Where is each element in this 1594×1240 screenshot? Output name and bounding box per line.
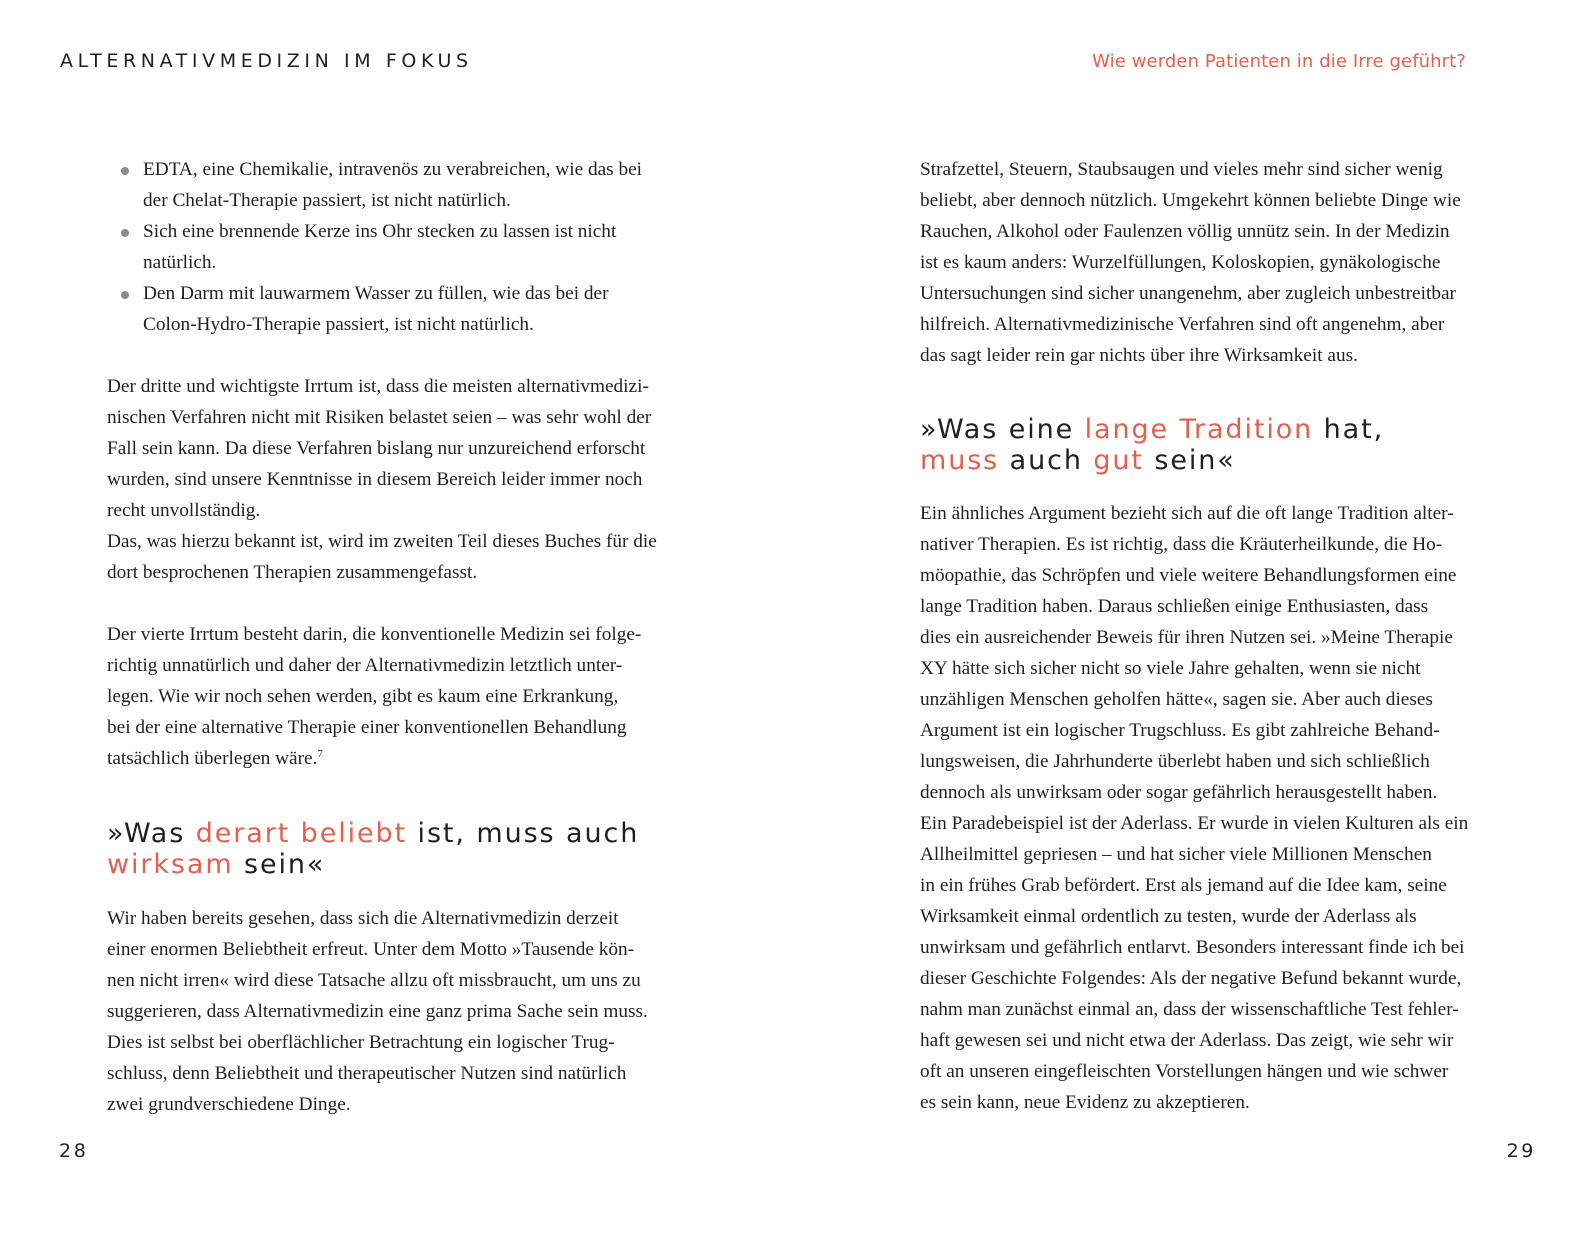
text-line-content: tatsächlich überlegen wäre. xyxy=(107,748,318,769)
section-heading-tradition xyxy=(920,414,1510,476)
page-number-left: 28 xyxy=(59,1140,89,1162)
page-number-right: 29 xyxy=(1506,1140,1536,1162)
right-page-body xyxy=(920,154,1510,1118)
text-line: dieser Geschichte Folgendes: Als der negative Befund bekannt wurde, xyxy=(920,968,1462,989)
text-line: Colon-Hydro-Therapie passiert, ist nicht natürlich. xyxy=(143,314,534,335)
running-head-book-title: ALTERNATIVMEDIZIN IM FOKUS xyxy=(60,50,473,72)
text-line: nativer Therapien. Es ist richtig, dass die Kräuterheilkunde, die Ho- xyxy=(920,534,1443,555)
text-line: natürlich. xyxy=(143,252,217,273)
heading-text: sein« xyxy=(1143,445,1236,476)
text-line: Den Darm mit lauwarmem Wasser zu füllen, wie das bei der xyxy=(143,283,609,304)
text-line: recht unvollständig. xyxy=(107,500,261,521)
list-item xyxy=(143,216,697,278)
text-line: in ein frühes Grab befördert. Erst als jemand auf die Idee kam, seine xyxy=(920,875,1447,896)
text-line: Ein ähnliches Argument bezieht sich auf die oft lange Tradition alter- xyxy=(920,503,1454,524)
text-line: richtig unnatürlich und daher der Alternativmedizin letztlich unter- xyxy=(107,655,623,676)
heading-line xyxy=(107,818,639,849)
text-line: Untersuchungen sind sicher unangenehm, aber zugleich unbestreitbar xyxy=(920,283,1456,304)
text-line: zwei grundverschiedene Dinge. xyxy=(107,1094,351,1115)
text-line xyxy=(107,743,697,774)
text-line: oft an unseren eingefleischten Vorstellungen hängen und wie schwer xyxy=(920,1061,1449,1082)
paragraph-third-error xyxy=(107,371,697,588)
text-line: Rauchen, Alkohol oder Faulenzen völlig unnütz sein. In der Medizin xyxy=(920,221,1450,242)
heading-highlight: derart beliebt xyxy=(195,818,408,849)
text-line: Der vierte Irrtum besteht darin, die konventionelle Medizin sei folge- xyxy=(107,624,642,645)
text-line: nahm man zunächst einmal an, dass der wissenschaftliche Test fehler- xyxy=(920,999,1459,1020)
paragraph-usefulness xyxy=(920,154,1510,371)
paragraph-tradition xyxy=(920,498,1510,1118)
heading-highlight: wirksam xyxy=(107,849,234,880)
text-line: nischen Verfahren nicht mit Risiken belastet seien – was sehr wohl der xyxy=(107,407,652,428)
text-line: wurden, sind unsere Kenntnisse in diesem Bereich leider immer noch xyxy=(107,469,643,490)
list-item xyxy=(143,154,697,216)
text-line: nen nicht irren« wird diese Tatsache allzu oft missbraucht, um uns zu xyxy=(107,970,641,991)
text-line: dort besprochenen Therapien zusammengefasst. xyxy=(107,562,478,583)
text-line: Wirksamkeit einmal ordentlich zu testen, wurde der Aderlass als xyxy=(920,906,1417,927)
text-line: hilfreich. Alternativmedizinische Verfahren sind oft angenehm, aber xyxy=(920,314,1445,335)
text-line: XY hätte sich sicher nicht so viele Jahre gehalten, wenn sie nicht xyxy=(920,658,1421,679)
text-line: das sagt leider rein gar nichts über ihre Wirksamkeit aus. xyxy=(920,345,1358,366)
heading-highlight: muss xyxy=(920,445,1000,476)
heading-text: sein« xyxy=(233,849,326,880)
text-line: Fall sein kann. Da diese Verfahren bislang nur unzureichend erforscht xyxy=(107,438,646,459)
paragraph-fourth-error xyxy=(107,619,697,774)
text-line: unzähligen Menschen geholfen hätte«, sagen sie. Aber auch dieses xyxy=(920,689,1433,710)
text-line: einer enormen Beliebtheit erfreut. Unter dem Motto »Tausende kön- xyxy=(107,939,635,960)
text-line: dennoch als unwirksam oder sogar gefährlich herausgestellt haben. xyxy=(920,782,1438,803)
list-item xyxy=(143,278,697,340)
heading-line xyxy=(107,849,325,880)
heading-line xyxy=(920,414,1384,445)
text-line: Allheilmittel gepriesen – und hat sicher viele Millionen Menschen xyxy=(920,844,1432,865)
footnote-reference: 7 xyxy=(317,748,323,760)
text-line: dies ein ausreichender Beweis für ihren Nutzen sei. »Meine Therapie xyxy=(920,627,1453,648)
text-line: Das, was hierzu bekannt ist, wird im zweiten Teil dieses Buches für die xyxy=(107,531,657,552)
text-line: beliebt, aber dennoch nützlich. Umgekehrt können beliebte Dinge wie xyxy=(920,190,1461,211)
text-line: ist es kaum anders: Wurzelfüllungen, Koloskopien, gynäkologische xyxy=(920,252,1441,273)
bullet-list xyxy=(107,154,697,340)
text-line: es sein kann, neue Evidenz zu akzeptieren. xyxy=(920,1092,1250,1113)
text-line: EDTA, eine Chemikalie, intravenös zu verabreichen, wie das bei xyxy=(143,159,643,180)
text-line: Sich eine brennende Kerze ins Ohr stecken zu lassen ist nicht xyxy=(143,221,617,242)
running-head-chapter-title: Wie werden Patienten in die Irre geführt? xyxy=(1092,51,1466,72)
heading-text: »Was xyxy=(107,818,196,849)
heading-line xyxy=(920,445,1236,476)
section-heading-popularity xyxy=(107,818,697,880)
text-line: unwirksam und gefährlich entlarvt. Besonders interessant finde ich bei xyxy=(920,937,1465,958)
left-page-body xyxy=(107,154,697,1120)
text-line: lange Tradition haben. Daraus schließen einige Enthusiasten, dass xyxy=(920,596,1429,617)
text-line: lungsweisen, die Jahrhunderte überlebt haben und sich schließlich xyxy=(920,751,1430,772)
text-line: Dies ist selbst bei oberflächlicher Betrachtung ein logischer Trug- xyxy=(107,1032,615,1053)
text-line: Ein Paradebeispiel ist der Aderlass. Er wurde in vielen Kulturen als ein xyxy=(920,813,1469,834)
text-line: möopathie, das Schröpfen und viele weitere Behandlungsformen eine xyxy=(920,565,1457,586)
text-line: suggerieren, dass Alternativmedizin eine ganz prima Sache sein muss. xyxy=(107,1001,648,1022)
heading-highlight: lange Tradition xyxy=(1084,414,1314,445)
text-line: legen. Wie wir noch sehen werden, gibt es kaum eine Erkrankung, xyxy=(107,686,619,707)
text-line: Strafzettel, Steuern, Staubsaugen und vieles mehr sind sicher wenig xyxy=(920,159,1443,180)
heading-highlight: gut xyxy=(1093,445,1144,476)
text-line: Der dritte und wichtigste Irrtum ist, dass die meisten alternativmedizi- xyxy=(107,376,649,397)
heading-text: hat, xyxy=(1313,414,1385,445)
heading-text: ist, muss auch xyxy=(407,818,640,849)
text-line: schluss, denn Beliebtheit und therapeutischer Nutzen sind natürlich xyxy=(107,1063,627,1084)
text-line: der Chelat-Therapie passiert, ist nicht natürlich. xyxy=(143,190,511,211)
text-line: haft gewesen sei und nicht etwa der Aderlass. Das zeigt, wie sehr wir xyxy=(920,1030,1454,1051)
heading-text: auch xyxy=(999,445,1094,476)
text-line: Argument ist ein logischer Trugschluss. Es gibt zahlreiche Behand- xyxy=(920,720,1440,741)
paragraph-popularity xyxy=(107,903,697,1120)
text-line: Wir haben bereits gesehen, dass sich die Alternativmedizin derzeit xyxy=(107,908,619,929)
text-line: bei der eine alternative Therapie einer konventionellen Behandlung xyxy=(107,717,627,738)
heading-text: »Was eine xyxy=(920,414,1085,445)
